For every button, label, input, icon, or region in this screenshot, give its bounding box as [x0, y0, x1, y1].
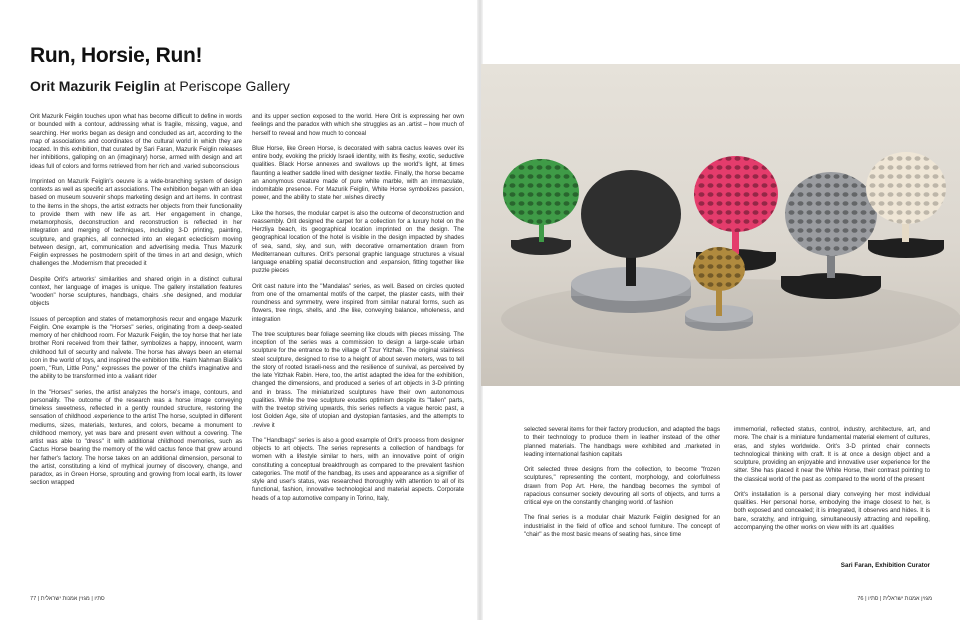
paragraph: Imprinted on Mazurik Feiglin's oeuvre is a wide-branching system of design contexts as well as specific art associations. The exhibition began with an idea based on museum souvenir shops marketing design and art items. In contrast to the items in the shops, the artist extracts her objects from their functionality to provide them with new life as art. Her engagement in change, metamorphosis, deconstruction and reconstruction is reflected in her integration and merging of techniques, including 3-D printing, painting, sculpture, and graphics, all connected into an elegant eclecticism moving between design, art, communication and advertising media. Thus Mazurik Feiglin expresses he postmodern spirit of the times in art and design, which challenges the .Modernism that preceded it	[30, 177, 242, 268]
paragraph: Despite Orit's artworks' similarities and shared origin in a distinct cultural context, her language of images is unique. The gallery installation features "wooden" horse sculptures, handbags, chairs .she designed, and modular objects	[30, 275, 242, 308]
paragraph: Like the horses, the modular carpet is also the outcome of deconstruction and reassembly. Orit designed the carpet for a collection for a luxury hotel on the Herzliya beach, its geographical location imprinted on the design. The geographical location of the hotel is visible in the design impacted by shades of sea, sand, sky, and sun, with decorative ornamentation drawn from Mediterranean cultures. Orit's personal graphic language structures a visual language enabling spatial deconstruction and .expansion, fitting together like puzzle pieces	[252, 209, 464, 275]
paragraph: The tree sculptures bear foliage seeming like clouds with pieces missing. The inception of the series was a commission to design a large-scale urban sculpture for the entrance to the village of Tzur Yitzhak. The original stainless steel sculpture, designed to rise to a height of about seven meters, was to tell the story of rooted Israeli-ness and the resilience of survival, as perceived by the late Yitzhak Rabin. Here, too, the artist adapted the idea for the exhibition, changed the dimensions, and produced a series of art objects in 3-D printing and in brass. The miniaturized sculptures have their own autonomous qualities. While the tree sculpture exudes optimism despite its "fallen" parts, with the treetop striving upwards, this series reflects a vague heroic past, a lost Golden Age, site of utopian and dystopian fantasies, and the attempts to .revive it	[252, 330, 464, 429]
text-column-1	[30, 113, 242, 588]
sculptures-photo	[481, 64, 960, 386]
curator-signature: Sari Faran, Exhibition Curator	[840, 562, 930, 569]
venue-text: at Periscope Gallery	[163, 78, 290, 94]
paragraph: Blue Horse, like Green Horse, is decorated with sabra cactus leaves over its entire body, evoking the prickly Israeli identity, with its fleshy, exotic, seductive qualities. Black Horse annexes and swallows up the world's light, at times flaunting a leather saddle lined with designer textile. Finally, the horse became an anonymous creature made of pure white marble, with an immaculate, indomitable presence. For Mazurik Feiglin, White Horse symbolizes passion, power, and the ability to state her .wishes directly	[252, 144, 464, 202]
text-column-3	[524, 426, 720, 596]
folio-left: 77 | סתיו | מגזין אמנות ישראלית	[30, 596, 105, 602]
cream-sculpture	[866, 152, 946, 258]
artist-name: Orit Mazurik Feiglin	[30, 78, 160, 94]
paragraph: immemorial, reflected status, control, industry, architecture, art, and more. The chair is a miniature fundamental material element of cultures, eras, and styles worldwide. Orit's 3-D printed chair connects technological thinking with craft. It is at once a design object and a sculpture, providing an enjoyable and innovative user experience for the sitter. She has placed it near the White Horse, their contrast pointing to the classical world of the past as .compared to the world of the present	[734, 426, 930, 483]
text-column-4	[734, 426, 930, 596]
paragraph: selected several items for their factory production, and adapted the bags to their technology to produce them in leather instead of the other planned materials. The handbags were exhibited and .marketed in leading international fashion capitals	[524, 426, 720, 458]
paragraph: Orit selected three designs from the collection, to become "frozen sculptures," representing the content, morphology, and colorfulness drawn from Pop Art. Here, the handbag becomes the symbol of rapacious consumer society devouring all sorts of objects, and turns a critical eye on the constantly changing world .of fashion	[524, 466, 720, 506]
text-column-2	[252, 113, 464, 588]
paragraph: Orit's installation is a personal diary conveying her most individual qualities. Her personal horse, embodying the image closest to her, is both exposed and concealed; it is integrated, it observes and hides. It is bare, scratchy, and intriguing, simultaneously attracting and repelling, accompanying the other works on view with its art .qualities	[734, 490, 930, 531]
paragraph: Issues of perception and states of metamorphosis recur and engage Mazurik Feiglin. One example is the "Horses" series, originating from a deep-seated memory of her childhood room. For Mazurik Feiglin, the toy horse that her late brother Roni received from their father, symbolizes a happy, innocent, warm childhood full of security and naÏvete. The horse has always been an eternal icon in the world of toys, and inspired the exhibition title. Haim Nahman Bialik's poem, "Run, Little Pony," expresses the power of the child's imaginative and the ability to be transformed into a .valiant rider	[30, 315, 242, 381]
paragraph: The final series is a modular chair Mazurik Feiglin designed for an industrialist in the field of office and school furniture. The concept of "chair" as the most basic means of seating has, since time	[524, 514, 720, 538]
green-sculpture	[503, 159, 579, 255]
paragraph: The "Handbags" series is also a good example of Orit's process from designer objects to art objects. The series represents a collection of handbags for women with a lifestyle similar to hers, with an innovative point of origin constituting a conceptual breakthrough as compared to the prevalent fashion categories. The motif of the handbag, its uses and appearance as a signifier of style and user's status, was researched thoroughly with attention to all of its functional, fashion, innovative technological and material aspects. Corporate heads of a top automotive company in Torino, Italy,	[252, 436, 464, 502]
paragraph: In the "Horses" series, the artist analyzes the horse's image, contours, and personality. The outcome of the research was a horse image conveying timeless sweetness, reflected in a gently rounded structure, restoring the sensation of childhood .experience to the artist The horse, sculpted in different mediums, sizes, materials, textures, and colors, became a monument to childhood memory, yet was bare and present even without a covering. The artist was able to "dress" it with additional childhood memories, such as Cactus Horse bearing the memory of the wild cactus fence that grew around her father's factory. The horse takes on an additional dimension, personal to the artist, constituting a kind of mythical journey of discovery, change, and paradox, as in Green Horse, sprouting and growing from local earth, its lower section wrapped	[30, 388, 242, 487]
paragraph: and its upper section exposed to the world. Here Orit is expressing her own feelings and the paradox with which she struggles as an .artist – how much of herself to reveal and how much to conceal	[252, 113, 464, 137]
folio-right: מגזין אמנות ישראלית | סתיו | 76	[857, 596, 932, 602]
paragraph: Orit cast nature into the "Mandalas" series, as well. Based on circles quoted from one of the ornamental motifs of the carpet, the plaster casts, with their roundness and symmetry, were inspired from similar natural forms, such as flowers, tree rings, shells, and .the like, conveying balance, wholeness, and integration	[252, 282, 464, 323]
silver-sculpture	[781, 172, 881, 299]
article-subtitle	[30, 78, 290, 94]
tree-sculptures-image	[481, 64, 960, 386]
article-title: Run, Horsie, Run!	[30, 44, 203, 67]
paragraph: Orit Mazurik Feiglin touches upon what has become difficult to define in words or bounded with a contour, addressing what is fragile, missing, vague, and searching. Her works began as design and concluded as art, according to the map of associations and coordinates of the cultural world in which they are located. In this exhibition, that curated by Sari Faran, Mazurik Feiglin releases her inhibitions, galloping on an (imaginary) horse, armed with design and art ideas full of colors and forms retrieved from her rich and .varied subconscious	[30, 113, 242, 170]
